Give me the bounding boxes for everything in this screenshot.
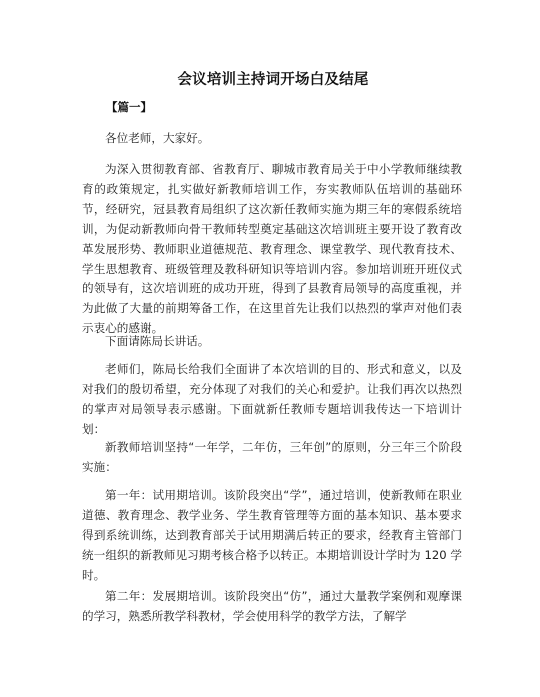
body-paragraph: 第二年：发展期培训。该阶段突出“仿”，通过大量教学案例和观摩课的学习，熟悉所教学科教材，学会使用科学的教学方法，了解学 — [82, 589, 462, 623]
document-title: 会议培训主持词开场白及结尾 — [177, 72, 369, 88]
body-paragraph: 新教师培训坚持“一年学，二年仿，三年创”的原则，分三年三个阶段实施： — [82, 440, 462, 474]
section-heading: 【篇一】 — [106, 100, 152, 114]
body-paragraph: 为深入贯彻教育部、省教育厅、聊城市教育局关于中小学教师继续教育的政策规定，扎实做好新教师培训工作，夯实教师队伍培训的基础环节，经研究，冠县教育局组织了这次新任教师实施为期三年的寒假系统培训，为促动新教师向骨干教师转型奠定基础这次培训班主要开设了教育改革发展形势、教师职业道德规范、教育理念、课堂教学、现代教育技术、学生思想教育、班级管理及教科研知识等培训内容。参加培训班开班仪式的领导有，这次培训班的成功开班，得到了县教育局领导的高度重视，并为此做了大量的前期筹备工作，在这里首先让我们以热烈的掌声对他们表示衷心的感谢。 — [82, 162, 462, 336]
body-paragraph: 下面请陈局长讲话。 — [105, 334, 210, 348]
body-paragraph: 第一年：试用期培训。该阶段突出“学”，通过培训，使新教师在职业道德、教育理念、教学业务、学生教育管理等方面的基本知识、基本要求得到系统训练，达到教育部关于试用期满后转正的要求，经教育主管部门统一组织的新教师见习期考核合格予以转正。本期培训设计学时为 120 学时。 — [82, 488, 462, 582]
body-paragraph: 老师们，陈局长给我们全面讲了本次培训的目的、形式和意义，以及对我们的殷切希望，充分体现了对我们的关心和爱护。让我们再次以热烈的掌声对局领导表示感谢。下面就新任教师专题培训我传达一下培训计划： — [82, 362, 462, 436]
greeting-paragraph: 各位老师，大家好。 — [105, 131, 210, 145]
document-page — [82, 0, 464, 697]
